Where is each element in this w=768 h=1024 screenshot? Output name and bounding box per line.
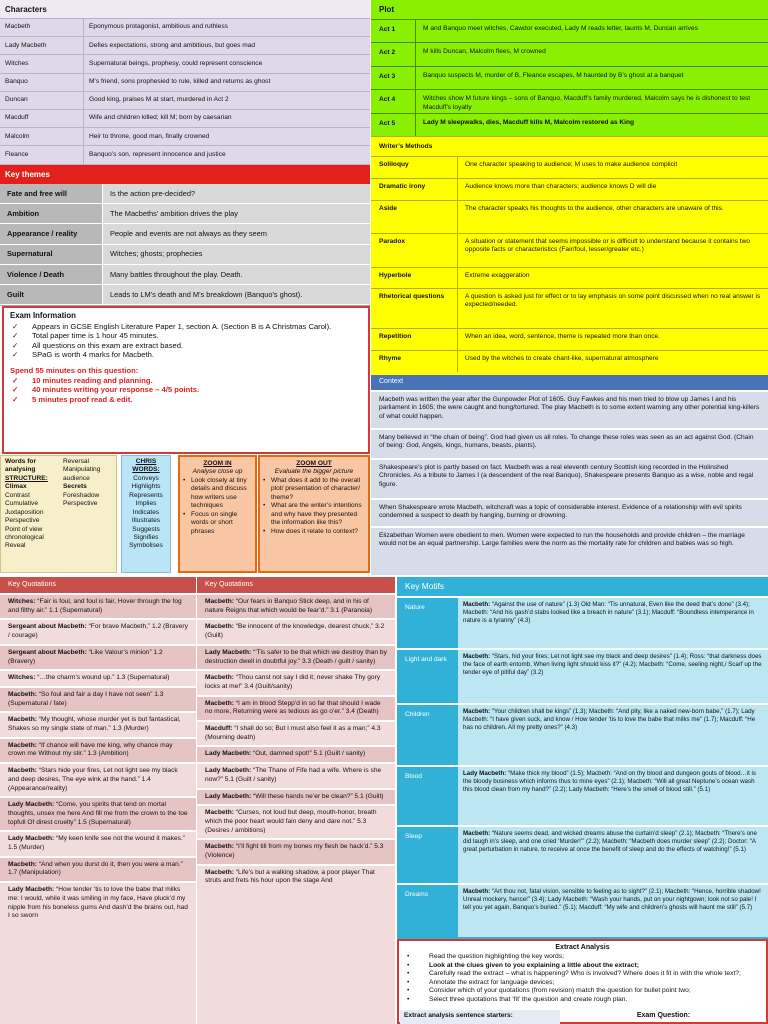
method-definition: Audience knows more than characters; audience knows D will die: [465, 183, 657, 190]
key-quotation: Lady Macbeth: “Will these hands ne’er be clean?” 5.1 (Guilt): [197, 788, 395, 805]
key-quotations-title: Key Quotations: [197, 577, 395, 593]
zoom-out-title: ZOOM OUT: [296, 460, 332, 467]
key-quotation: Lady Macbeth: “Out, damned spot!” 5.1 (Guilt / sanity): [197, 745, 395, 762]
exam-info-item: [10, 322, 362, 331]
context-paragraph: Many believed in “the chain of being”. God had given us all roles. To change these roles was seen as an act against God. (Chain of being: God, Angels, kings, humans, beasts, plants).: [371, 428, 768, 458]
method-row: [371, 178, 768, 200]
character-description: Wife and children killed; kill M; born by caesarian: [89, 114, 232, 122]
motif-quotes: Macbeth: “Nature seems dead, and wicked dreams abuse the curtain’d sleep” (2.1); Macbeth: “There’s one did laugh in’s sleep, and one cried ‘Murder!’” (2.2); Macbeth: “Macbeth does murder sleep” (2.2); Doctor: “A great perturbation in nature, to receive at once the benefit of sleep and do the effects of watching!” (5.1): [458, 827, 768, 883]
key-quotation: Macbeth: “Stars hide your fires, Let not light see my black and deep desires, The eye wink at the hand.” 1.4 (Appearance/reality): [0, 762, 196, 796]
key-quotations-column-2: [197, 577, 395, 1024]
structure-word: Cumulative: [5, 500, 38, 508]
zoom-bullet-text: What does it add to the overall plot/ presentation of character/ theme?: [271, 476, 361, 501]
characters-table: [0, 0, 370, 165]
motif-name: Light and dark: [405, 656, 447, 663]
extract-step-text: Select three quotations that ‘fit’ the question and create rough plan.: [429, 995, 628, 1003]
theme-name: Supernatural: [0, 245, 103, 264]
chris-word: Implies: [135, 500, 157, 508]
key-quotation: Macbeth: “Be innocent of the knowledge, dearest chuck,” 3.2 (Guilt): [197, 618, 395, 643]
zoom-bullet-text: Look closely at tiny details and discuss how writers use techniques: [191, 476, 247, 510]
check-icon: ✓: [12, 321, 19, 331]
plot-summary: Lady M sleepwalks, dies, Macduff kills M, Malcolm restored as King: [423, 118, 635, 126]
character-name: Macbeth: [0, 19, 84, 36]
check-icon: ✓: [12, 350, 19, 360]
check-icon: ✓: [12, 375, 19, 385]
method-name: Rhetorical questions: [371, 289, 458, 328]
theme-name: Fate and free will: [0, 184, 103, 203]
key-themes-table: [0, 165, 370, 306]
extract-step-text: Look at the clues given to you explaining a little about the extract;: [429, 961, 639, 969]
bullet-icon: •: [407, 952, 410, 960]
motif-quotes: Macbeth: “Your children shall be kings” (1.3); Macbeth: “And pity, like a naked new-born babe,” (1.7); Lady Macbeth: “I have given suck, and know / How tender ’tis to love the babe that milks me” (1.7); Macduff: “He has no children. All my pretty ones?” (4.3): [458, 705, 768, 765]
plot-summary: M and Banquo meet witches, Cawdor executed, Lady M reads letter, taunts M, Duncan arrives: [423, 25, 698, 32]
key-motifs-title: Key Motifs: [405, 581, 445, 591]
chris-word: Suggests: [132, 525, 160, 533]
motif-name: Blood: [405, 773, 422, 780]
sentence-starters-label: Extract analysis sentence starters:: [400, 1010, 560, 1024]
motif-row: [397, 825, 768, 883]
extract-analysis-title: Extract Analysis: [555, 944, 610, 951]
exam-timing-text: 5 minutes proof read & edit.: [32, 394, 133, 404]
context-paragraph: Shakespeare’s plot is partly based on fact. Macbeth was a real eleventh century Scottish king recorded in the Holinshed Chronicles. As a tribute to James I (a descendent of the real Banquo), Shakespeare presents Banquo as a wise, noble and regal figure.: [371, 458, 768, 498]
exam-info-item: [10, 331, 362, 340]
theme-row: [0, 245, 370, 265]
chris-word: Indicates: [132, 508, 160, 516]
structure-word: Perspective: [5, 517, 40, 525]
method-name: Soliloquy: [371, 157, 458, 178]
method-row: [371, 328, 768, 350]
key-quotation: Macbeth: “Curses, not loud but deep, mouth-honor, breath which the poor heart would fain deny and dare not.” 5.3 (Desires / ambitions): [197, 804, 395, 838]
exam-info-text: All questions on this exam are extract based.: [32, 340, 184, 350]
structure-word: Point of view: [5, 525, 43, 533]
context-paragraph: Elizabethan Women were obedient to men. Women were expected to run the households and provide children – the marriage would not be an equal partnership. Large families were the norm as the mortality rate for children and babies was so high.: [371, 526, 768, 564]
method-definition: Extreme exaggeration: [465, 272, 530, 279]
theme-row: [0, 285, 370, 305]
context-paragraph: When Shakespeare wrote Macbeth, witchcraft was a topic of considerable interest. Evidence of a relationship with evil spirits condemned a suspect to death by hanging, burning or drowning.: [371, 498, 768, 526]
plot-summary: Banquo suspects M, murder of B, Fleance escapes, M haunted by B’s ghost at a banquet: [423, 71, 684, 79]
character-description: Good king, praises M at start, murdered in Act 2: [89, 96, 229, 104]
key-quotation: Macbeth: “My thought, whose murder yet is but fantastical, Shakes so my single state of man.” 1.3 (Murder): [0, 711, 196, 736]
plot-act: Act 3: [371, 67, 416, 89]
zoom-bullet: [263, 477, 365, 502]
theme-description: Leads to LM’s death and M’s breakdown (Banquo’s ghost).: [103, 285, 370, 304]
bullet-icon: •: [183, 476, 186, 484]
method-row: [371, 267, 768, 288]
plot-row: [371, 19, 768, 42]
context-paragraph: Macbeth was written the year after the Gunpowder Plot of 1605. Guy Fawkes and his men tried to blow up James I and his parliament in 1605; the were caught and hung/tortured. The play Macbeth is to some extent warning any other potential king-killers of what could happen.: [371, 390, 768, 428]
exam-information-title: Exam Information: [10, 311, 76, 320]
key-quotation: Sergeant about Macbeth: “Like Valour’s minion” 1.2 (Bravery): [0, 644, 196, 669]
plot-act: Act 5: [371, 114, 416, 136]
key-quotation: Witches: “…the charm’s wound up.” 1.3 (Supernatural): [0, 669, 196, 686]
key-quotation: Witches: “Fair is foul, and foul is fair, Hover through the fog and filthy air.” 1.1 (Supernatural): [0, 593, 196, 618]
character-row: [0, 110, 370, 128]
words-for-analysing-box: [0, 455, 117, 573]
character-row: [0, 55, 370, 73]
character-description: Defies expectations, strong and ambitious, but goes mad: [89, 41, 256, 49]
key-quotation: Macbeth: “So foul and fair a day I have not seen” 1.3 (Supernatural / fate): [0, 686, 196, 711]
extract-step-text: Read the question highlighting the key words;: [429, 952, 564, 960]
character-row: [0, 146, 370, 164]
writers-methods-table: [371, 136, 768, 375]
theme-description: Witches; ghosts; prophecies: [103, 245, 370, 264]
key-quotation: Macbeth: “Thou canst not say I did it; never shake Thy gory locks at me!” 3.4 (Guilt/sanity): [197, 669, 395, 694]
plot-row: [371, 42, 768, 65]
method-definition: The character speaks his thoughts to the audience, other characters are unaware of this.: [465, 205, 724, 212]
key-quotation: Lady Macbeth: “How tender ’tis to love the babe that milks me: I would, while it was smiling in my face, Have pluck’d my nipple from his boneless gums And dash’d the brains out, had I so sworn: [0, 881, 196, 924]
method-name: Rhyme: [371, 351, 458, 372]
extract-step: [407, 953, 758, 962]
character-row: [0, 19, 370, 37]
chris-word: Signifies: [133, 533, 159, 541]
zoom-bullet-text: What are the writer’s intentions and why have they presented the information like this?: [271, 502, 362, 527]
method-definition: A situation or statement that seems impossible or is difficult to understand because it contains two opposite facts or characteristics (Fair/foul, lesser/greater etc.): [465, 238, 751, 254]
character-description: Eponymous protagonist, ambitious and ruthless: [89, 23, 228, 31]
check-icon: ✓: [12, 340, 19, 350]
character-name: Malcolm: [0, 128, 84, 145]
exam-timing-item: [10, 385, 362, 394]
method-row: [371, 233, 768, 267]
character-name: Lady Macbeth: [0, 37, 84, 54]
character-row: [0, 37, 370, 55]
exam-timing-item: [10, 395, 362, 404]
exam-timing-text: 40 minutes writing your response – 4/5 points.: [32, 385, 200, 395]
theme-name: Appearance / reality: [0, 224, 103, 243]
extract-step: [407, 987, 758, 996]
plot-row: [371, 66, 768, 89]
zoom-in-title: ZOOM IN: [203, 460, 232, 467]
zoom-bullet: [263, 528, 365, 536]
character-row: [0, 74, 370, 92]
extract-step: [407, 970, 758, 979]
extract-step: [407, 962, 758, 971]
plot-title: Plot: [379, 5, 395, 14]
method-row: [371, 350, 768, 372]
extract-step-text: Annotate the extract for language devices;: [429, 978, 555, 986]
character-name: Fleance: [0, 146, 84, 163]
bullet-icon: •: [407, 995, 410, 1003]
key-quotation: Macbeth: “And when you durst do it, then you were a man.” 1.7 (Manipulation): [0, 856, 196, 881]
character-name: Duncan: [0, 92, 84, 109]
key-quotation: Macbeth: “Our fears in Banquo Stick deep, and in his of nature Reigns that which would be fear’d.” 3.1 (Paranoia): [197, 593, 395, 618]
key-quotations-title: Key Quotations: [0, 577, 196, 593]
motif-quotes: Macbeth: “Against the use of nature” (1.3) Old Man: “Tis unnatural, Even like the deed that’s done” (3.4); Macbeth: “And his gash’d stabs looked like a breach in nature” (3.1); Macduff: “Boundless intemperance in nature is a tyranny” (4.3): [458, 598, 768, 648]
theme-row: [0, 184, 370, 204]
method-row: [371, 156, 768, 178]
plot-summary: Witches show M future kings – sons of Banquo, Macduff’s family murdered, Malcolm says he is dishonest to test Macduff’s loyalty: [423, 95, 751, 111]
key-quotation: Lady Macbeth: “’Tis safer to be that which we destroy than by destruction dwell in doubtful joy.” 3.3 (Death / guilt / sanity): [197, 644, 395, 669]
theme-row: [0, 265, 370, 285]
theme-description: The Macbeths’ ambition drives the play: [103, 204, 370, 223]
motif-row: [397, 648, 768, 703]
structure-word: Manipulating: [63, 466, 101, 474]
zoom-bullet: [183, 511, 252, 536]
extract-step-text: Carefully read the extract – what is happening? Who is involved? Where does it fit in with the whole text?;: [429, 970, 741, 978]
character-description: Supernatural beings, prophesy, could represent conscience: [89, 59, 263, 67]
character-description: Heir to throne, good man, finally crowned: [89, 132, 210, 140]
bullet-icon: •: [183, 510, 186, 518]
check-icon: ✓: [12, 331, 19, 341]
zoom-bullet: [263, 502, 365, 527]
motif-quotes: Macbeth: “Stars, hid your fires; Let not light see my black and deep desires” (1.4); Ross: “that darkness does the face of earth entomb, When living light should kiss it?” (4.2); Macbeth: “Come, seeling night,/ Scarf up the tender eye of pitiful day” (3.2): [458, 650, 768, 703]
key-quotation: Macduff: “I shall do so; But I must also feel it as a man;” 4.3 (Mourning death): [197, 720, 395, 745]
method-row: [371, 200, 768, 233]
plot-row: [371, 89, 768, 112]
key-quotation: Lady Macbeth: “Come, you spirits that tend on mortal thoughts, unsex me here And fill me from the crown to the toe topfull Of direst cruelty” 1.5 (Supernatural): [0, 796, 196, 830]
theme-row: [0, 204, 370, 224]
key-quotation: Macbeth: “I am in blood Stepp’d in so far that should I wade no more, Returning were as tedious as go o’er.” 3.4 (Death): [197, 695, 395, 720]
bullet-icon: •: [407, 961, 410, 969]
character-description: Banquo’s son, represent innocence and justice: [89, 150, 226, 158]
chris-word: Represents: [129, 491, 163, 499]
character-name: Banquo: [0, 74, 84, 91]
structure-word: Contrast: [5, 491, 30, 499]
method-definition: When an idea, word, sentence, theme is repeated more than once.: [465, 333, 660, 340]
key-themes-title: Key themes: [0, 165, 370, 184]
exam-info-item: [10, 350, 362, 359]
motif-quotes: Lady Macbeth: “Make thick my blood” (1.5); Macbeth: “And on thy blood and dungeon gouts of blood…it is the bloody business which informs thus to mine eyes” (2.1); Macbeth: “Will all great Neptune’s ocean wash this blood clean from my hand?” (2.2); Lady Macbeth: “Here’s the smell of blood still.” (5.1): [458, 767, 768, 825]
structure-word: chronological: [5, 533, 44, 541]
character-row: [0, 128, 370, 146]
plot-table: [371, 0, 768, 136]
key-quotation: Lady Macbeth: “My keen knife see not the wound it makes.” 1.5 (Murder): [0, 830, 196, 855]
method-name: Repetition: [371, 329, 458, 350]
structure-word: Secrets: [63, 483, 87, 491]
character-name: Witches: [0, 55, 84, 72]
motif-quotes: Macbeth: “Art thou not, fatal vision, sensible to feeling as to sight?” (2.1); Macbeth: “Hence, horrible shadow! Unreal mockery, hence!” (3.4); Lady Macbeth: “Wash your hands, put on your nightgown; look not so pale! I tell you yet again, Banquo’s buried.” (5.1); Macduff: “My wife and children’s ghosts will haunt me still” (5.7): [458, 885, 768, 937]
structure-word: Juxtaposition: [5, 508, 44, 516]
method-name: Hyperbole: [371, 268, 458, 288]
exam-info-text: Total paper time is 1 hour 45 minutes.: [32, 331, 159, 341]
exam-info-text: Appears in GCSE English Literature Paper 1, section A. (Section B is A Christmas Carol).: [32, 321, 332, 331]
chris-words-box: [121, 455, 171, 573]
theme-description: Is the action pre-decided?: [103, 184, 370, 203]
characters-title: Characters: [0, 0, 370, 19]
plot-summary: M kills Duncan, Malcolm flees, M crowned: [423, 48, 546, 56]
motif-name: Children: [405, 711, 430, 718]
zoom-out-box: [258, 455, 370, 573]
zoom-bullet-text: Focus on single words or short phrases: [191, 510, 238, 535]
key-quotation: Sergeant about Macbeth: “For brave Macbeth,” 1.2 (Bravery / courage): [0, 618, 196, 643]
motif-row: [397, 883, 768, 937]
exam-info-text: SPaG is worth 4 marks for Macbeth.: [32, 350, 154, 360]
method-definition: Used by the witches to create chant-like, supernatural atmosphere: [465, 355, 659, 362]
theme-description: People and events are not always as they seem: [103, 224, 370, 243]
exam-question-label: Exam Question:: [636, 1012, 691, 1019]
structure-word: Perspective: [63, 500, 98, 508]
structure-word: Foreshadow: [63, 491, 100, 499]
method-definition: A question is asked just for effect or to lay emphasis on some point discussed when no real answer is expected/needed.: [465, 293, 761, 309]
structure-word: Reveal: [5, 542, 26, 550]
motif-name: Nature: [405, 604, 425, 611]
context-section: [371, 375, 768, 575]
chris-word: Illustrates: [131, 517, 161, 525]
exam-information-box: [2, 306, 370, 454]
theme-row: [0, 224, 370, 244]
bullet-icon: •: [263, 527, 266, 535]
chris-subtitle: WORDS:: [132, 466, 160, 474]
motif-name: Sleep: [405, 833, 422, 840]
exam-spend-heading: Spend 55 minutes on this question:: [10, 365, 139, 375]
chris-title: CHRIS: [135, 458, 157, 465]
plot-row: [371, 113, 768, 136]
plot-act: Act 4: [371, 90, 416, 112]
check-icon: ✓: [12, 394, 19, 404]
key-quotation: Macbeth: “I’ll fight till from my bones my flesh be hack’d.” 5.3 (Violence): [197, 838, 395, 863]
theme-name: Ambition: [0, 204, 103, 223]
bullet-icon: •: [407, 978, 410, 986]
extract-step-text: Consider which of your quotations (from revision) match the question for bullet point two;: [429, 987, 691, 995]
bullet-icon: •: [263, 476, 266, 484]
extract-step: [407, 979, 758, 988]
key-quotation: Macbeth: “Life’s but a walking shadow, a poor player That struts and frets his hour upon the stage And: [197, 864, 395, 889]
chris-word: Conveys: [133, 474, 159, 482]
character-row: [0, 92, 370, 110]
theme-name: Violence / Death: [0, 265, 103, 284]
motif-row: [397, 703, 768, 765]
bullet-icon: •: [263, 502, 266, 510]
exam-info-item: [10, 341, 362, 350]
chris-word: Symbolises: [129, 542, 163, 550]
exam-timing-text: 10 minutes reading and planning.: [32, 375, 153, 385]
theme-description: Many battles throughout the play. Death.: [103, 265, 370, 284]
zoom-in-box: [178, 455, 257, 573]
method-definition: One character speaking to audience; M uses to make audience complicit: [465, 161, 678, 168]
motif-row: [397, 765, 768, 825]
structure-word: audience: [63, 474, 90, 482]
character-name: Macduff: [0, 110, 84, 127]
context-title: Context: [371, 375, 768, 390]
structure-word: Climax: [5, 483, 27, 491]
structure-word: Reversal: [63, 458, 90, 465]
chris-word: Highlights: [131, 483, 161, 491]
exam-timing-item: [10, 376, 362, 385]
words-title: Words for analysing: [5, 458, 37, 474]
plot-act: Act 2: [371, 43, 416, 65]
zoom-bullet-text: How does it relate to context?: [271, 527, 358, 535]
motif-row: [397, 596, 768, 648]
zoom-bullet: [183, 477, 252, 511]
key-quotation: Lady Macbeth: “The Thane of Fife had a wife. Where is she now?” 5.1 (Guilt / sanity): [197, 762, 395, 787]
theme-name: Guilt: [0, 285, 103, 304]
method-row: [371, 288, 768, 328]
method-name: Paradox: [371, 234, 458, 267]
bullet-icon: •: [407, 987, 410, 995]
writers-methods-title: Writer’s Methods: [371, 136, 768, 156]
method-name: Dramatic irony: [371, 179, 458, 200]
key-motifs-table: [397, 577, 768, 939]
character-description: M’s friend, sons prophesied to rule, killed and returns as ghost: [89, 77, 271, 85]
method-name: Aside: [371, 201, 458, 233]
zoom-out-subtitle: Evaluate the bigger picture: [274, 468, 354, 476]
check-icon: ✓: [12, 385, 19, 395]
motif-name: Dreams: [405, 891, 429, 898]
words-structure-label: STRUCTURE:: [5, 474, 48, 482]
key-quotations-column-1: [0, 577, 196, 1024]
key-quotation: Macbeth: “If chance will have me king, why chance may crown me Without my stir.” 1.3 (Ambition): [0, 737, 196, 762]
zoom-in-subtitle: Analyse close up: [192, 468, 243, 476]
plot-act: Act 1: [371, 20, 416, 42]
bullet-icon: •: [407, 970, 410, 978]
extract-step: [407, 996, 758, 1005]
